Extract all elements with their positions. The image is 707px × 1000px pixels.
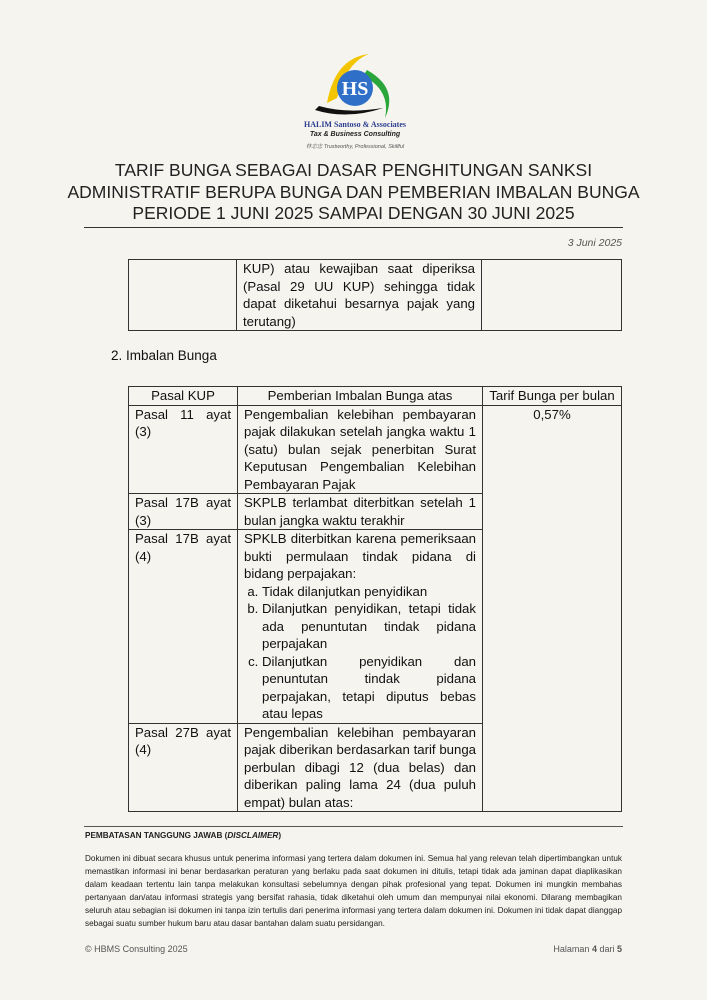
table-row [129, 260, 622, 331]
description-cell [238, 530, 483, 724]
logo-emblem-icon [307, 48, 403, 120]
section-heading: 2. Imbalan Bunga [111, 348, 217, 363]
table-cell [482, 260, 622, 331]
pasal-cell: Pasal 11 ayat (3) [129, 405, 238, 494]
list-item: b. Dilanjutkan penyidikan, tetapi tidak ada penuntutan tindak pidana perpajakan [262, 600, 476, 653]
imbalan-bunga-table [128, 386, 622, 812]
column-header: Tarif Bunga per bulan [483, 387, 622, 406]
disclaimer-heading [85, 829, 622, 842]
title-line: TARIF BUNGA SEBAGAI DASAR PENGHITUNGAN SANKSI [114, 160, 593, 180]
footer-copyright: © HBMS Consulting 2025 [85, 944, 188, 954]
heading-text: PEMBATASAN TANGGUNG JAWAB ( [85, 831, 228, 840]
document-title [60, 160, 647, 225]
title-divider [84, 227, 623, 228]
disclaimer [85, 829, 622, 930]
disclaimer-body: Dokumen ini dibuat secara khusus untuk penerima informasi yang tertera dalam dokumen ini. Semua hal yang relevan telah dipertimbangkan untuk memastikan informasi ini benar berdasarkan peraturan yang berlaku pada saat dokumen ini ditulis, tetapi tidak ada jaminan dapat diaplikasikan dalam keadaan tertentu lain tanpa melakukan konsultasi sebelumnya dengan pihak profesional yang tepat. Dokumen ini mungkin membahas pertanyaan dan/atau informasi strategis yang bersifat rahasia, tidak diketahui oleh umum dan mempunyai nilai ekonomi. Dilarang membagikan seluruh atau sebagian isi dokumen ini tanpa izin tertulis dari penerima informasi yang tertera dalam dokumen ini. Dokumen ini tidak dapat dianggap sebagai suatu sumber hukum baru atau dasar bantahan dalam suatu persidangan. [85, 854, 622, 928]
column-header: Pemberian Imbalan Bunga atas [238, 387, 483, 406]
pasal-cell: Pasal 17B ayat (3) [129, 494, 238, 530]
rate-cell: 0,57% [483, 405, 622, 812]
page-number [553, 944, 622, 954]
continued-table [128, 259, 622, 331]
list-item: a. Tidak dilanjutkan penyidikan [262, 583, 476, 601]
heading-end: ) [278, 831, 282, 840]
logo-subtitle: Tax & Business Consulting [309, 131, 401, 138]
pasal-cell: Pasal 17B ayat (4) [129, 530, 238, 724]
total-pages: 5 [616, 944, 622, 954]
heading-em: DISCLAIMER [227, 831, 279, 840]
table-header-row [129, 387, 622, 406]
title-line: ADMINISTRATIF BERUPA BUNGA DAN PEMBERIAN IMBALAN BUNGA [67, 181, 640, 202]
page-prefix: Halaman [553, 944, 592, 954]
svg-text:HS: HS [341, 78, 369, 100]
page-mid: dari [596, 944, 617, 954]
logo-tagline: 林志忠 Trustworthy, Professional, Skillful [305, 144, 405, 150]
table-row [129, 405, 622, 494]
sub-list [244, 583, 476, 723]
table-cell [129, 260, 237, 331]
pasal-cell: Pasal 27B ayat (4) [129, 723, 238, 812]
logo-brand: HALIM Santoso & Associates [303, 120, 406, 129]
table-cell: KUP) atau kewajiban saat diperiksa (Pasal 29 UU KUP) sehingga tidak dapat diketahui besarnya pajak yang terutang) [237, 260, 482, 331]
list-item: c. Dilanjutkan penyidikan dan penuntutan tindak pidana perpajakan, tetapi diputus bebas atau lepas [262, 653, 476, 723]
company-logo [285, 48, 425, 153]
description-cell: Pengembalian kelebihan pembayaran pajak dilakukan setelah jangka waktu 1 (satu) bulan sejak penerbitan Surat Keputusan Pengembalian Kelebihan Pembayaran Pajak [238, 405, 483, 494]
disclaimer-divider [84, 826, 623, 827]
description-text: SPKLB diterbitkan karena pemeriksaan bukti permulaan tindak pidana di bidang perpajakan: [244, 531, 476, 581]
column-header: Pasal KUP [129, 387, 238, 406]
title-line: PERIODE 1 JUNI 2025 SAMPAI DENGAN 30 JUNI 2025 [132, 203, 575, 223]
current-page: 4 [591, 944, 597, 954]
description-cell: SKPLB terlambat diterbitkan setelah 1 bulan jangka waktu terakhir [238, 494, 483, 530]
description-cell: Pengembalian kelebihan pembayaran pajak diberikan berdasarkan tarif bunga perbulan dibagi 12 (dua belas) dan diberikan paling lama 24 (dua puluh empat) bulan atas: [238, 723, 483, 812]
document-date: 3 Juni 2025 [567, 237, 622, 249]
